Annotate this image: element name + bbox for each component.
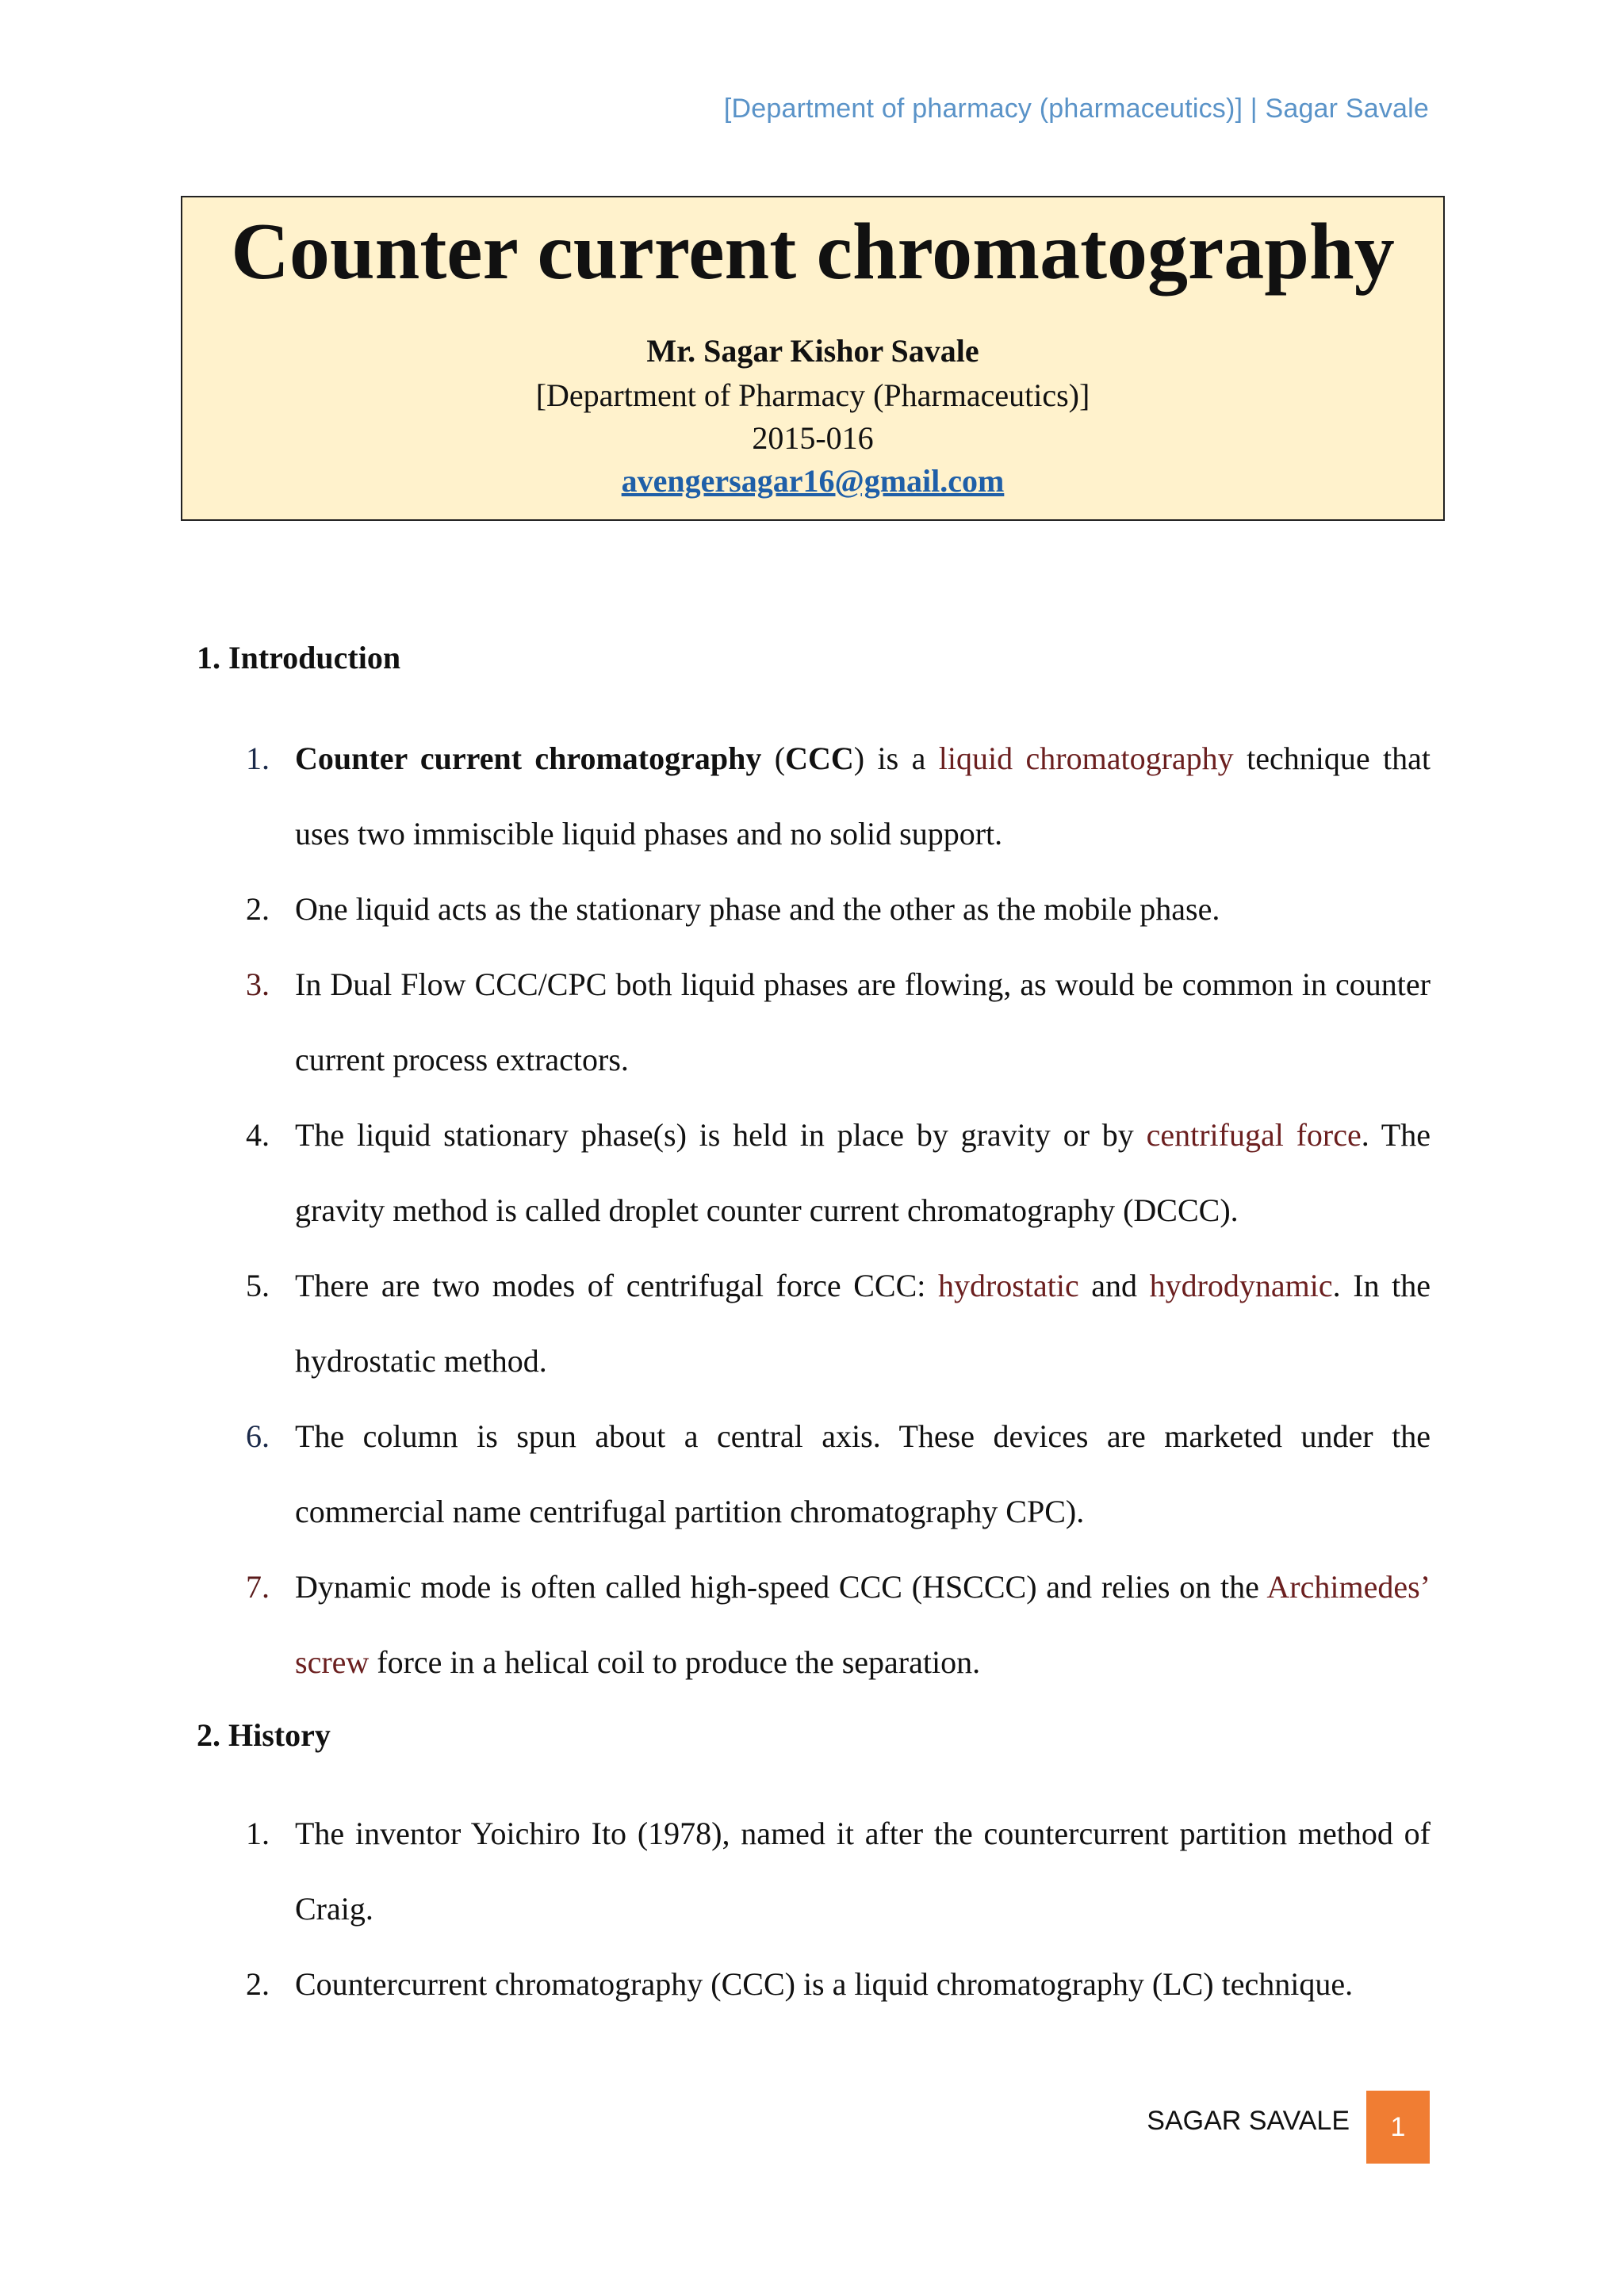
term-bold: Counter current chromatography: [295, 740, 762, 776]
list-number: 2.: [246, 1966, 270, 2002]
list-item: [197, 1097, 1431, 1248]
list-item: [197, 947, 1431, 1097]
title-block: [181, 196, 1445, 521]
text-span: and: [1078, 1268, 1150, 1303]
list-number: 2.: [246, 891, 270, 927]
author-department: [Department of Pharmacy (Pharmaceutics)]: [535, 377, 1090, 413]
hyperlink-liquid-chromatography[interactable]: liquid chromatography: [938, 740, 1234, 776]
list-text: Countercurrent chromatography (CCC) is a liquid chromatography (LC) technique.: [295, 1966, 1354, 2002]
list-number: 3.: [246, 966, 270, 1002]
hyperlink-archimedes-screw[interactable]: Archimedes’ screw: [295, 1569, 1431, 1680]
hyperlink-centrifugal-force[interactable]: centrifugal force: [1146, 1117, 1362, 1153]
text-span: . The gravity method is called droplet counter current chromatography (DCCC).: [295, 1117, 1431, 1228]
history-list: [197, 1796, 1431, 2022]
hyperlink-hydrostatic[interactable]: hydrostatic: [937, 1268, 1079, 1303]
list-item: [197, 1399, 1431, 1549]
list-number: 1.: [246, 1816, 270, 1851]
section-heading-history: 2. History: [197, 1717, 331, 1753]
document-title: Counter current chromatography: [231, 207, 1395, 297]
list-number: 1.: [246, 740, 270, 776]
list-item: [197, 1796, 1431, 1946]
section-heading-introduction: 1. Introduction: [197, 640, 401, 675]
list-item: [197, 721, 1431, 871]
footer-author-name: SAGAR SAVALE: [1147, 2106, 1350, 2136]
text-span: ) is a: [853, 740, 939, 776]
text-span: . In the hydrostatic method.: [295, 1268, 1431, 1379]
list-number: 6.: [246, 1418, 270, 1454]
text-span: There are two modes of centrifugal force CCC:: [295, 1268, 938, 1303]
introduction-list: [197, 721, 1431, 1700]
list-number: 5.: [246, 1268, 270, 1303]
list-item: [197, 1248, 1431, 1399]
hyperlink-hydrodynamic[interactable]: hydrodynamic: [1149, 1268, 1333, 1303]
term-bold: CCC: [785, 740, 854, 776]
list-text: One liquid acts as the stationary phase and the other as the mobile phase.: [295, 891, 1220, 927]
text-span: The liquid stationary phase(s) is held in place by gravity or by: [295, 1117, 1147, 1153]
text-span: Dynamic mode is often called high-speed CCC (HSCCC) and relies on the: [295, 1569, 1267, 1605]
list-text: The inventor Yoichiro Ito (1978), named it after the countercurrent partition method of Craig.: [295, 1816, 1431, 1927]
author-email-link[interactable]: avengersagar16@gmail.com: [621, 463, 1005, 499]
list-number: 4.: [246, 1117, 270, 1153]
text-span: force in a helical coil to produce the separation.: [369, 1644, 981, 1680]
list-item: [197, 1946, 1431, 2022]
document-year: 2015-016: [752, 420, 874, 456]
author-name: Mr. Sagar Kishor Savale: [646, 333, 979, 369]
list-number: 7.: [246, 1569, 270, 1605]
running-header: [Department of pharmacy (pharmaceutics)] | Sagar Savale: [723, 94, 1429, 124]
list-text: In Dual Flow CCC/CPC both liquid phases are flowing, as would be common in counter current process extractors.: [295, 966, 1431, 1077]
list-item: [197, 871, 1431, 947]
list-text: The column is spun about a central axis. These devices are marketed under the commercial name centrifugal partition chromatography CPC).: [295, 1418, 1431, 1529]
text-span: technique that uses two immiscible liquid phases and no solid support.: [295, 740, 1431, 851]
page-number: 1: [1390, 2111, 1406, 2142]
text-span: (: [761, 740, 786, 776]
page-number-badge: [1366, 2091, 1430, 2164]
list-item: [197, 1549, 1431, 1700]
